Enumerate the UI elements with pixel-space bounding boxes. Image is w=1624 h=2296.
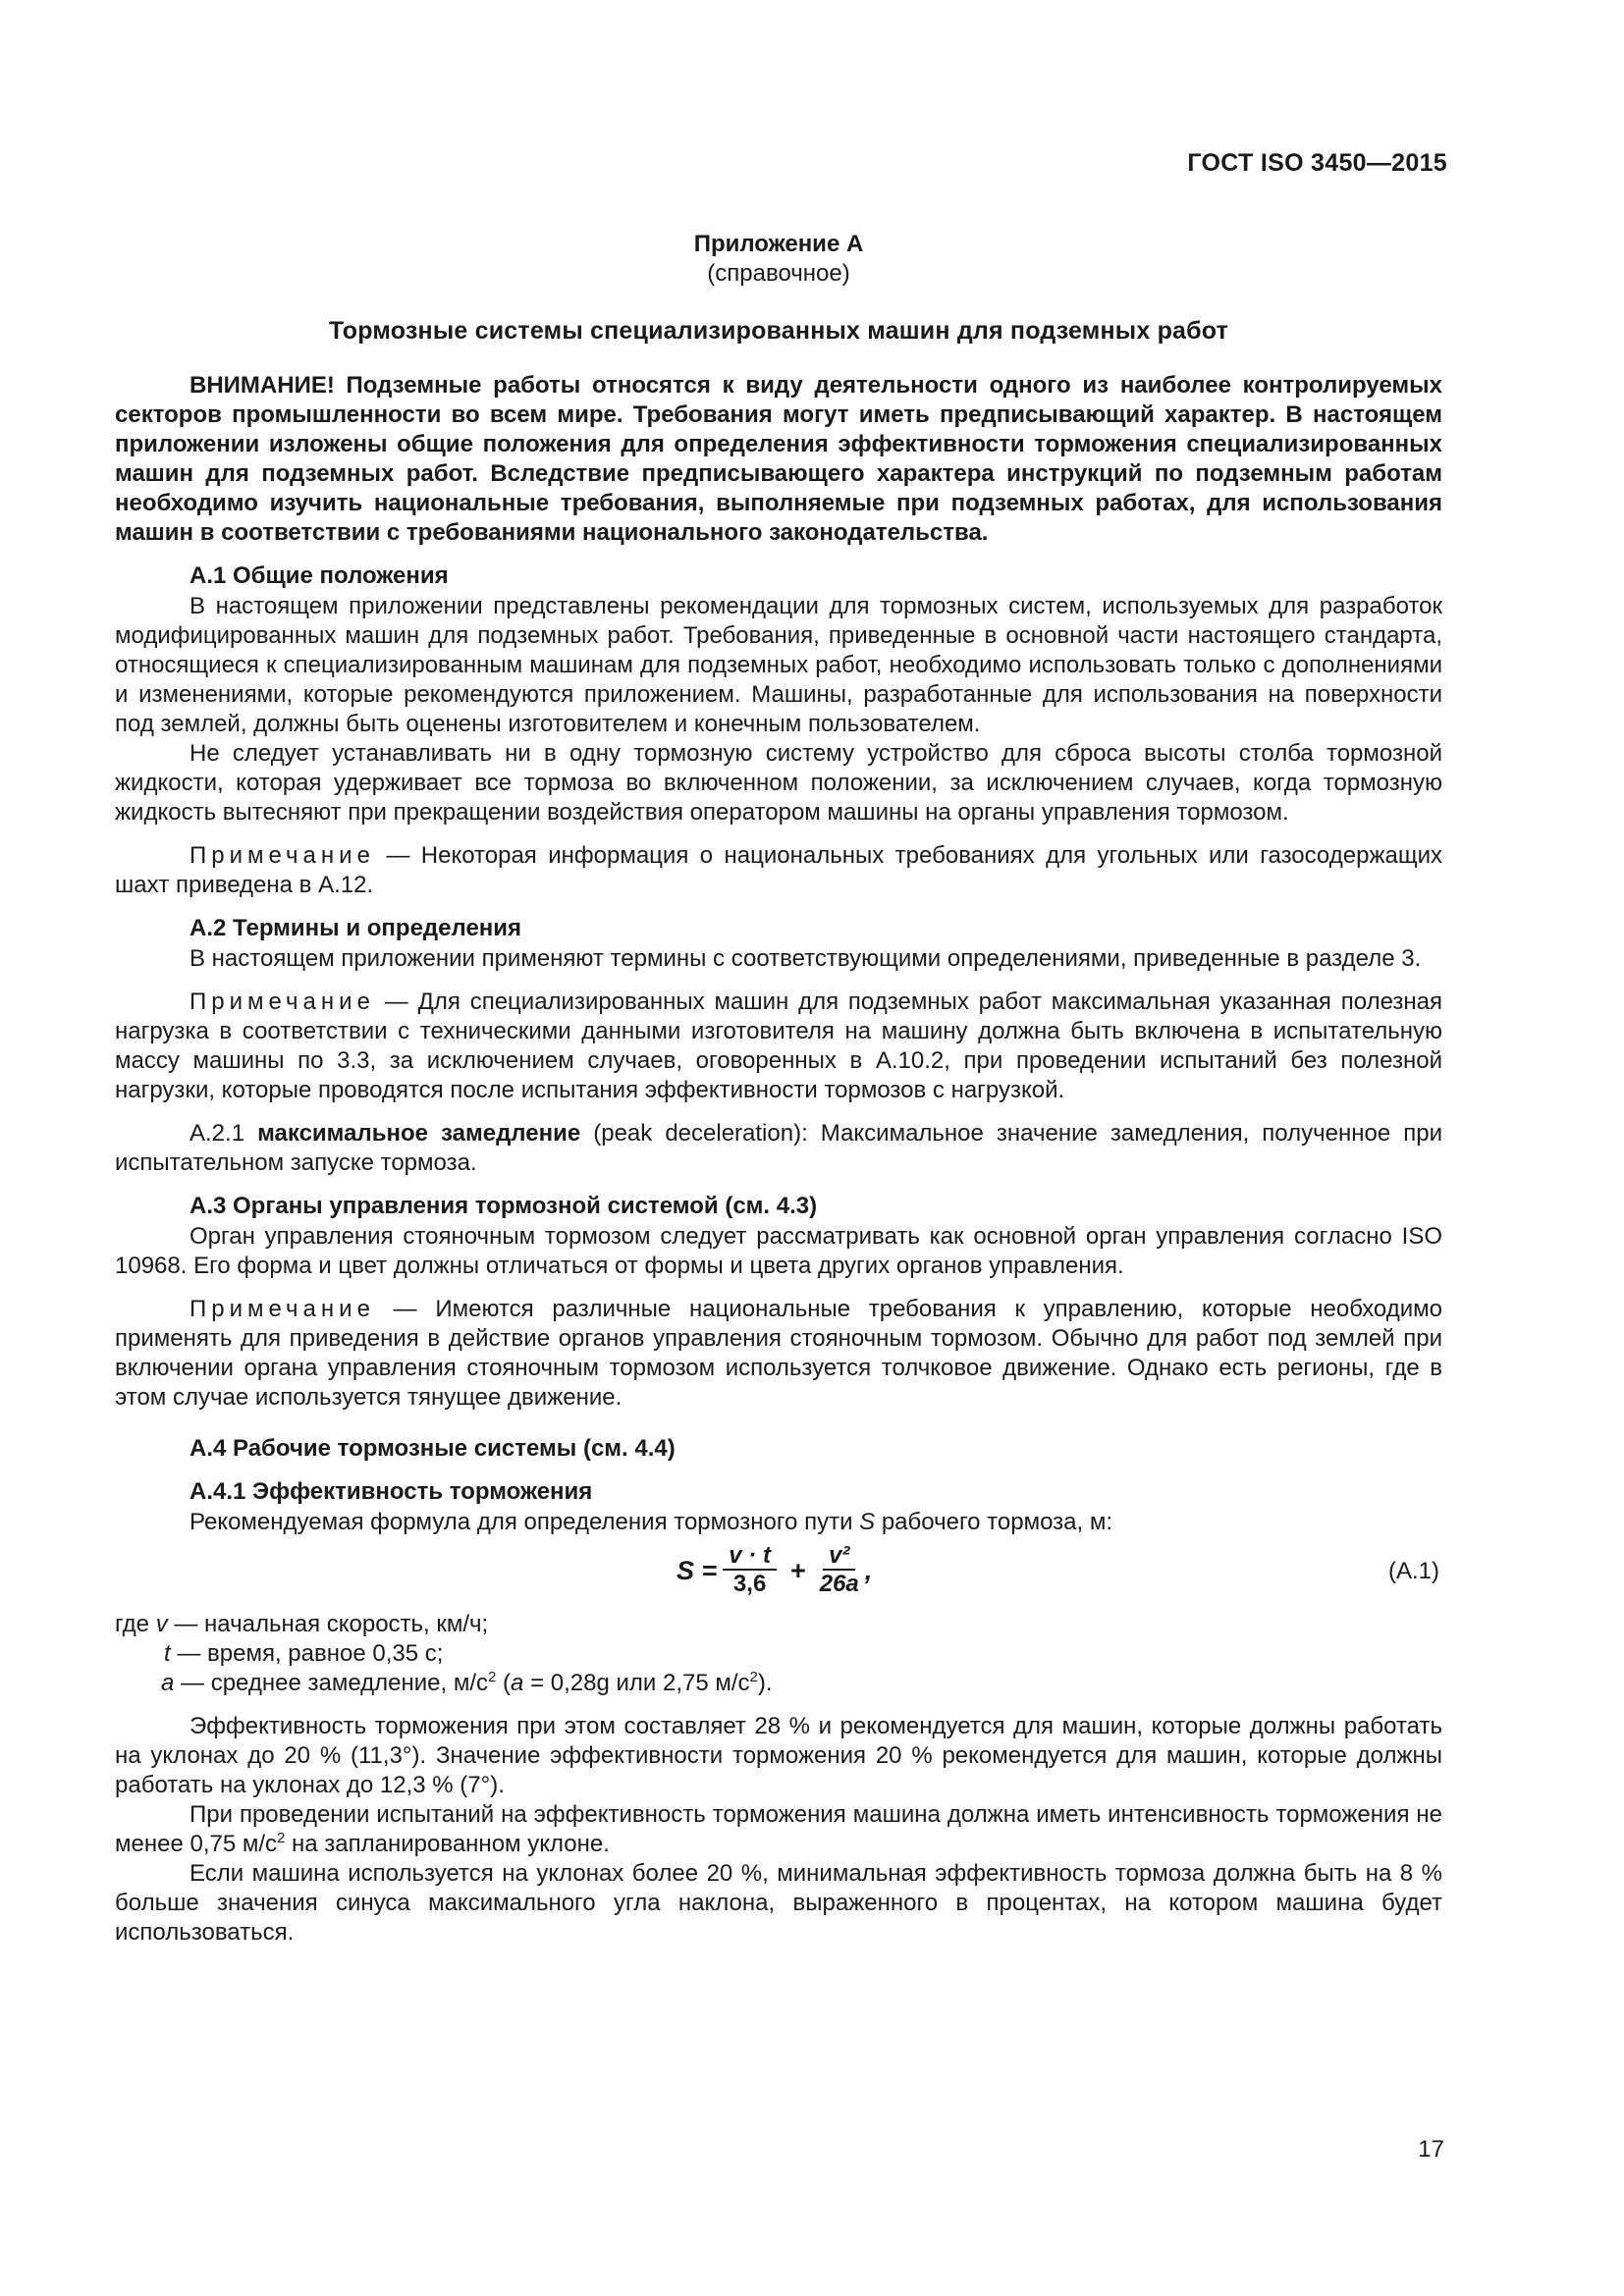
section-a1-paragraph-1: В настоящем приложении представлены рекомендации для тормозных систем, используемых для разработок модифицированных машин для подземных работ. Требования, приведенные в основной части настоящего стандарта, относящиеся к специализированным машинам для подземных работ, необходимо использовать только с дополнениями и изменениями, которые рекомендуются приложением. Машины, разработанные для использования на поверхности под землей, должны быть оценены изготовителем и конечным пользователем. bbox=[115, 593, 1442, 737]
note-text: — Некоторая информация о национальных требованиях для угольных или газосодержащих шахт приведена в А.12. bbox=[115, 842, 1442, 898]
formula-numerator-2: v² bbox=[823, 1543, 855, 1571]
section-a1-heading: А.1 Общие положения bbox=[189, 562, 449, 589]
formula-denominator-2: 26a bbox=[819, 1571, 859, 1597]
note-text: — Для специализированных машин для подземных работ максимальная указанная полезная нагрузка в соответствии с техническими данными изготовителя на машину должна быть включена в испытательную массу машины по 3.3, за исключением случаев, оговоренных в А.10.2, при проведении испытаний без полезной нагрузки, которые проводятся после испытания эффективности тормозов с нагрузкой. bbox=[115, 988, 1442, 1103]
section-a2-heading: А.2 Термины и определения bbox=[189, 915, 522, 941]
warning-paragraph: ВНИМАНИЕ! Подземные работы относятся к виду деятельности одного из наиболее контролируемых секторов промышленности во всем мире. Требования могут иметь предписывающий характер. В настоящем приложении изложены общие положения для определения эффективности торможения специализированных машин для подземных работ. Вследствие предписывающего характера инструкций по подземным работам необходимо изучить национальные требования, выполняемые при подземных работах, для использования машин в соответствии с требованиями национального законодательства. bbox=[115, 372, 1442, 546]
formula-number: (А.1) bbox=[1387, 1558, 1439, 1584]
page-number: 17 bbox=[1418, 2136, 1444, 2163]
where-v: где v — начальная скорость, км/ч; bbox=[115, 1611, 489, 1637]
definition-text: (peak deceleration): Максимальное значение замедления, полученное при испытательном запуске тормоза. bbox=[115, 1120, 1442, 1176]
formula-lhs: S = bbox=[677, 1556, 718, 1585]
note-text: — Имеются различные национальные требования к управлению, которые необходимо применять для приведения в действие органов управления стояночным тормозом. Обычно для работ под землей при включении органа управления стояночным тормозом используется толчковое движение. Однако есть регионы, где в этом случае используется тянущее движение. bbox=[115, 1296, 1442, 1411]
section-a4-paragraph-3: Если машина используется на уклонах более 20 %, минимальная эффективность тормоза должна быть на 8 % больше значения синуса максимального угла наклона, выраженного в процентах, на котором машина будет использоваться. bbox=[115, 1860, 1442, 1946]
section-a3-note bbox=[115, 1295, 1442, 1413]
note-label: Примечание bbox=[189, 842, 375, 869]
definition-number: А.2.1 bbox=[189, 1120, 258, 1147]
section-a2-note bbox=[115, 988, 1442, 1105]
section-a3-paragraph-1: Орган управления стояночным тормозом следует рассматривать как основной орган управления согласно ISO 10968. Его форма и цвет должны отличаться от формы и цвета других органов управления. bbox=[115, 1223, 1442, 1279]
section-a3-heading: А.3 Органы управления тормозной системой (см. 4.3) bbox=[189, 1193, 818, 1219]
appendix-status: (справочное) bbox=[707, 260, 850, 287]
appendix-title: Приложение А bbox=[693, 231, 864, 257]
formula-denominator-1: 3,6 bbox=[732, 1571, 767, 1597]
formula-plus: + bbox=[789, 1556, 806, 1585]
section-a4-paragraph-2: При проведении испытаний на эффективность торможения машина должна иметь интенсивность торможения не менее 0,75 $м/с^2$ на запланированном уклоне. bbox=[115, 1801, 1442, 1857]
section-a2-paragraph-1: В настоящем приложении применяют термины с соответствующими определениями, приведенные в разделе 3. bbox=[189, 945, 1422, 972]
note-label: Примечание bbox=[189, 988, 375, 1015]
section-a1-note bbox=[115, 841, 1442, 900]
document-id-header: ГОСТ ISO 3450—2015 bbox=[1187, 149, 1447, 177]
where-t: t — время, равное 0,35 с; bbox=[164, 1640, 444, 1667]
formula-intro: Рекомендуемая формула для определения тормозного пути S рабочего тормоза, м: bbox=[189, 1509, 1113, 1535]
definition-a2-1 bbox=[115, 1119, 1442, 1178]
section-a1-paragraph-2: Не следует устанавливать ни в одну тормозную систему устройство для сброса высоты столба тормозной жидкости, которая удерживает все тормоза во включенном положении, за исключением случаев, когда тормозную жидкость вытесняют при прекращении воздействия оператором машины на органы управления тормозом. bbox=[115, 740, 1442, 826]
appendix-main-title: Тормозные системы специализированных машин для подземных работ bbox=[328, 317, 1229, 345]
braking-distance-formula bbox=[677, 1543, 872, 1598]
section-a4-1-heading: А.4.1 Эффективность торможения bbox=[189, 1478, 593, 1505]
section-a4-paragraph-1: Эффективность торможения при этом составляет 28 % и рекомендуется для машин, которые должны работать на уклонах до 20 % (11,3°). Значение эффективности торможения 20 % рекомендуется для машин, которые должны работать на уклонах до 12,3 % (7°). bbox=[115, 1713, 1442, 1798]
formula-row bbox=[115, 1543, 1442, 1602]
note-label: Примечание bbox=[189, 1296, 375, 1322]
page-content bbox=[115, 230, 1442, 1948]
formula-fraction-1 bbox=[723, 1543, 777, 1598]
formula-numerator-1: v · t bbox=[723, 1543, 777, 1571]
definition-term: максимальное замедление bbox=[257, 1120, 581, 1147]
section-a4-heading: А.4 Рабочие тормозные системы (см. 4.4) bbox=[189, 1435, 676, 1462]
formula-fraction-2 bbox=[820, 1543, 859, 1598]
where-a: a — среднее замедление, $м/с^2$ (a = 0,28g или 2,75 $м/с^2$). bbox=[161, 1669, 773, 1696]
formula-tail: , bbox=[864, 1556, 873, 1585]
